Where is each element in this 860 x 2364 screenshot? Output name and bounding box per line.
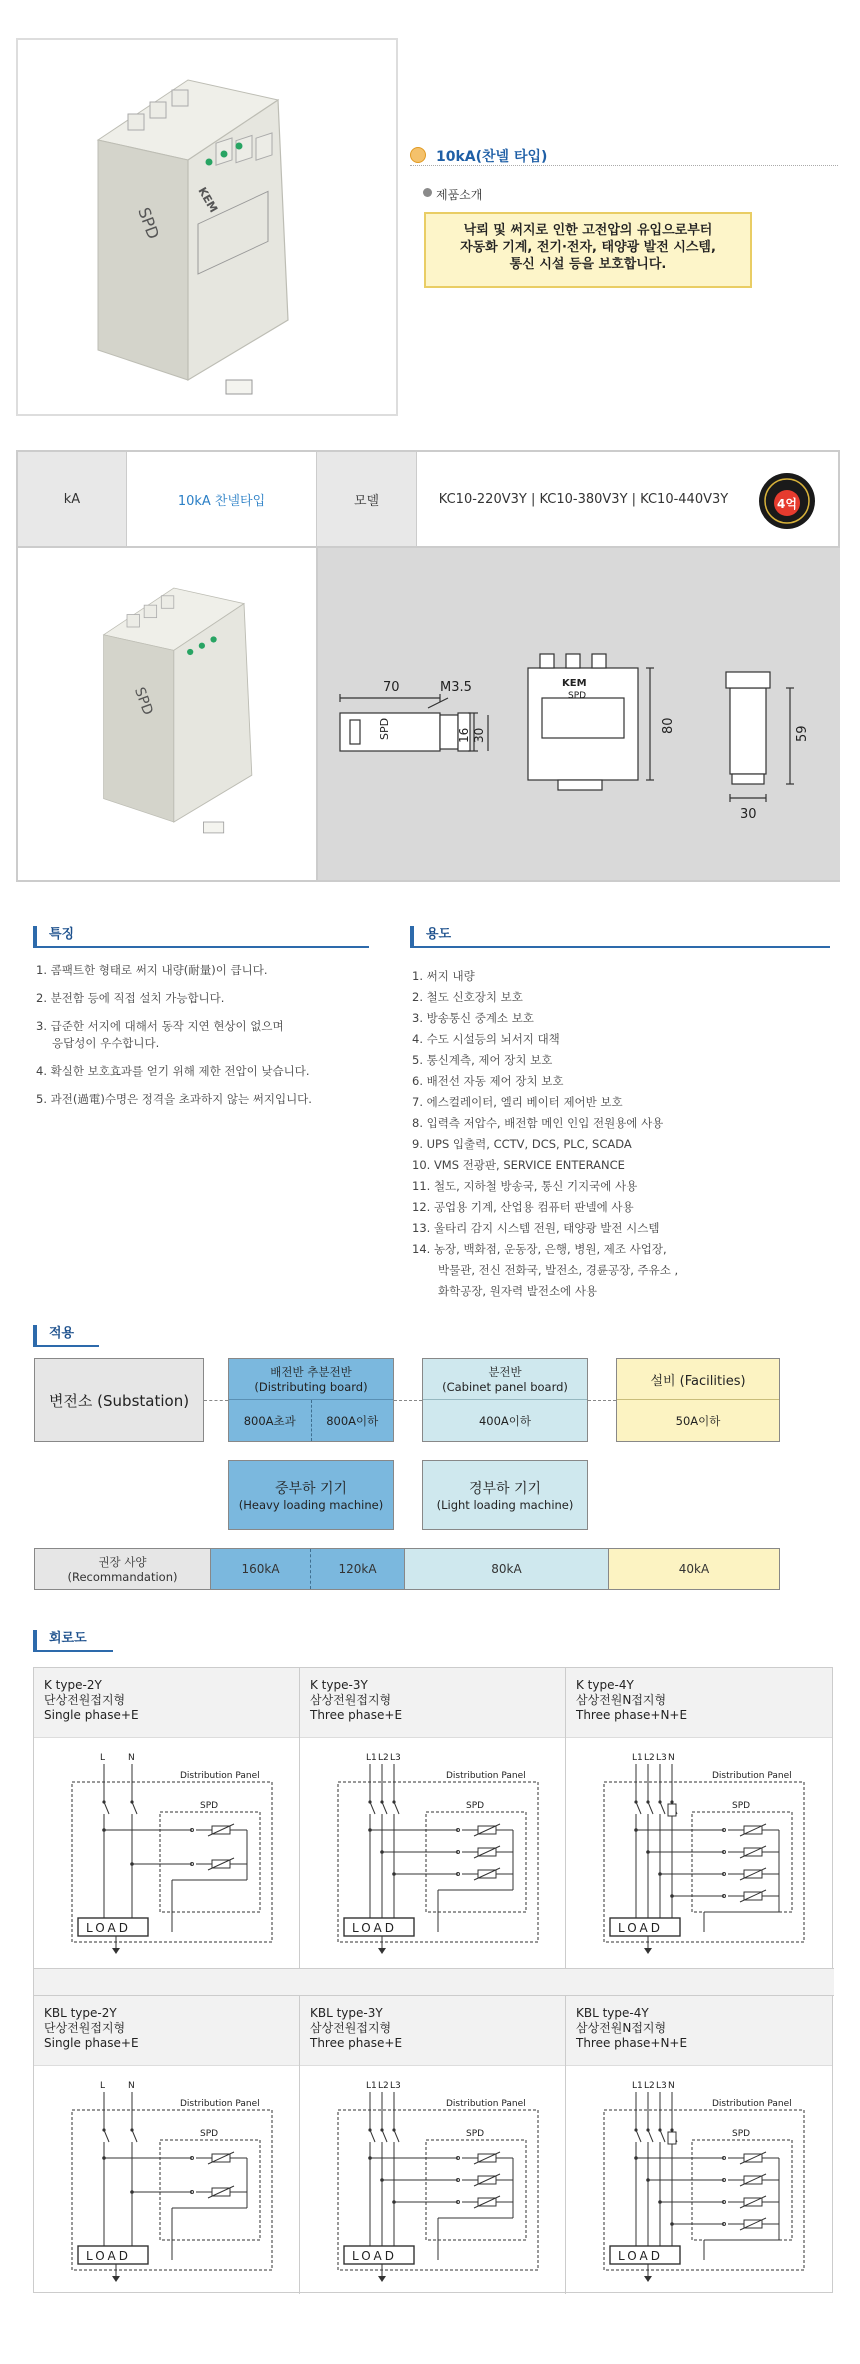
heading-divider: [410, 165, 838, 166]
circuit-en: Three phase+N+E: [576, 2036, 688, 2050]
dimension-drawing-svg: [318, 548, 842, 880]
dist-value-a: 800A초과: [229, 1400, 312, 1441]
use-item: 7. 에스컬레이터, 엘리 베이터 제어반 보호: [412, 1095, 623, 1109]
badge-text: 4억: [777, 497, 797, 511]
use-item: 9. UPS 입출력, CCTV, DCS, PLC, SCADA: [412, 1137, 632, 1151]
line-label: L2: [644, 2081, 655, 2091]
use-item: 10. VMS 전광판, SERVICE ENTERANCE: [412, 1158, 625, 1172]
use-item: 11. 철도, 지하철 방송국, 통신 기지국에 사용: [412, 1179, 638, 1193]
circuit-diagram: [308, 1742, 558, 1962]
circuit-type: KBL type-4Y: [576, 2006, 649, 2020]
features-heading: 특징: [33, 926, 369, 948]
rec-label: 권장 사양: [98, 1555, 147, 1569]
circuit-diagram: [574, 1742, 824, 1962]
feature-item: 3. 급준한 서지에 대해서 동작 지연 현상이 없으며: [36, 1019, 284, 1033]
panel-label: Distribution Panel: [712, 1771, 792, 1781]
use-item: 5. 통신계측, 제어 장치 보호: [412, 1053, 553, 1067]
circuit-cell: [566, 1996, 832, 2294]
heavy-en: (Heavy loading machine): [238, 1498, 384, 1512]
line-label: L3: [390, 1753, 401, 1763]
circuit-title: [576, 2006, 687, 2051]
load-label: LOAD: [352, 2249, 397, 2263]
circuit-en: Three phase+E: [310, 2036, 403, 2050]
use-item-cont: 화학공장, 원자력 발전소에 사용: [438, 1284, 598, 1298]
use-item: 4. 수도 시설등의 뇌서지 대책: [412, 1032, 560, 1046]
dim-80: 80: [661, 717, 676, 734]
circuit-en: Three phase+E: [310, 1708, 403, 1722]
use-item: 12. 공업용 기계, 산업용 컴퓨터 판넬에 사용: [412, 1200, 634, 1214]
intro-label: 제품소개: [436, 188, 483, 202]
intro-box: [424, 212, 752, 288]
panel-label: Distribution Panel: [446, 2099, 526, 2109]
light-en: (Light loading machine): [436, 1498, 574, 1512]
dim-59: 59: [795, 725, 810, 742]
product-photo-frame: [16, 38, 398, 416]
facilities-value: 50A이하: [675, 1413, 721, 1428]
model-label: 모델: [316, 452, 416, 546]
feature-item: 5. 과전(過電)수명은 정격을 초과하지 않는 써지입니다.: [36, 1092, 312, 1106]
panel-label: Distribution Panel: [180, 2099, 260, 2109]
intro-bullet-icon: [423, 188, 432, 197]
circuit-en: Single phase+E: [44, 2036, 139, 2050]
spd-label: SPD: [732, 2129, 751, 2139]
circuit-cell: [34, 1668, 300, 1968]
line-label: L1: [366, 1753, 377, 1763]
device-spd-text: SPD: [134, 204, 164, 242]
circuit-ko: 삼상전원N접지형: [576, 1693, 667, 1707]
panel-label: Distribution Panel: [712, 2099, 792, 2109]
front-brand: KEM: [562, 678, 587, 689]
spd-label: SPD: [466, 1801, 485, 1811]
circuit-diagram: [574, 2070, 824, 2290]
front-spd-label: SPD: [568, 691, 587, 701]
circuit-ko: 단상전원접지형: [44, 2021, 126, 2035]
use-item: 6. 배전선 자동 제어 장치 보호: [412, 1074, 564, 1088]
ka-label: kA: [18, 452, 126, 546]
circuit-ko: 삼상전원접지형: [310, 2021, 392, 2035]
line-label: N: [128, 2081, 135, 2091]
circuit-diagram: [42, 1742, 292, 1962]
distributing-title: 배전반 추분전반: [270, 1365, 352, 1379]
light-title: 경부하 기기: [468, 1481, 542, 1497]
distributing-en: (Distributing board): [254, 1380, 368, 1394]
circuit-title: [310, 2006, 402, 2051]
heavy-title: 중부하 기기: [274, 1481, 348, 1497]
circuit-diagram: [308, 2070, 558, 2290]
circuit-type: K type-4Y: [576, 1678, 634, 1692]
cabinet-title: 분전반: [488, 1365, 522, 1379]
circuit-type: K type-2Y: [44, 1678, 102, 1692]
recommendation-row: [34, 1548, 780, 1590]
line-label: N: [668, 2081, 675, 2091]
use-item: 1. 써지 내량: [412, 969, 475, 983]
rec-value: 160kA: [211, 1549, 311, 1589]
facilities-box: [616, 1358, 780, 1442]
line-label: N: [128, 1753, 135, 1763]
circuit-ko: 단상전원접지형: [44, 1693, 126, 1707]
panel-label: Distribution Panel: [446, 1771, 526, 1781]
product-photo: [18, 40, 396, 414]
spd-label: SPD: [466, 2129, 485, 2139]
features-list: [36, 962, 396, 1119]
dimension-drawing: [316, 548, 840, 880]
row-separator: [34, 1968, 834, 1996]
uses-list: [412, 966, 832, 1302]
cabinet-board-box: [422, 1358, 588, 1442]
spd-label: SPD: [200, 2129, 219, 2139]
dim-30b: 30: [740, 807, 757, 822]
line-label: L1: [632, 1753, 643, 1763]
circuit-title: [44, 1678, 139, 1723]
load-label: LOAD: [618, 2249, 663, 2263]
circuit-diagram: [42, 2070, 292, 2290]
load-label: LOAD: [86, 1921, 131, 1935]
circuit-title: [576, 1678, 687, 1723]
connector: [394, 1400, 422, 1401]
light-machine-box: [422, 1460, 588, 1530]
dim-70: 70: [383, 680, 400, 695]
product-drawing-area: [16, 548, 840, 882]
cabinet-value: 400A이하: [478, 1413, 532, 1428]
spec-table: [16, 450, 840, 548]
circuit-cell: [566, 1668, 832, 1968]
device-spd-text: SPD: [131, 685, 156, 718]
spd-label: SPD: [732, 1801, 751, 1811]
application-heading: 적용: [33, 1325, 99, 1347]
circuit-ko: 삼상전원접지형: [310, 1693, 392, 1707]
circuit-en: Single phase+E: [44, 1708, 139, 1722]
dist-value-b: 800A이하: [326, 1413, 379, 1428]
load-label: LOAD: [352, 1921, 397, 1935]
use-item: 13. 울타리 감지 시스템 전원, 태양광 발전 시스템: [412, 1221, 660, 1235]
line-label: L3: [656, 1753, 667, 1763]
product-photo-small: [18, 548, 316, 880]
line-label: L1: [632, 2081, 643, 2091]
intro-line: 자동화 기계, 전기·전자, 태양광 발전 시스템,: [460, 240, 716, 255]
line-label: L2: [378, 2081, 389, 2091]
connector: [204, 1400, 228, 1401]
circuit-cell: [34, 1996, 300, 2294]
circuit-cell: [300, 1996, 566, 2294]
circuit-type: KBL type-3Y: [310, 2006, 383, 2020]
heavy-machine-box: [228, 1460, 394, 1530]
device-brand-text: KEM: [195, 185, 221, 215]
product-heading: 10kA(찬넬 타입): [436, 149, 548, 165]
circuit-type: K type-3Y: [310, 1678, 368, 1692]
load-label: LOAD: [618, 1921, 663, 1935]
intro-line: 통신 시설 등을 보호합니다.: [509, 257, 667, 272]
side-spd-label: SPD: [378, 717, 391, 740]
dim-m35: M3.5: [440, 680, 472, 695]
panel-label: Distribution Panel: [180, 1771, 260, 1781]
feature-item-cont: 응답성이 우수합니다.: [52, 1036, 160, 1050]
model-value: KC10-220V3Y | KC10-380V3Y | KC10-440V3Y: [416, 452, 750, 546]
distributing-board-box: [228, 1358, 394, 1442]
line-label: N: [668, 1753, 675, 1763]
circuit-cell: [300, 1668, 566, 1968]
feature-item: 4. 확실한 보호효과를 얻기 위해 제한 전압이 낮습니다.: [36, 1064, 310, 1078]
spd-label: SPD: [200, 1801, 219, 1811]
rec-value: 80kA: [405, 1549, 609, 1589]
circuit-title: [310, 1678, 402, 1723]
use-item: 8. 입력측 저압수, 배전함 메인 인입 전원용에 사용: [412, 1116, 664, 1130]
cabinet-en: (Cabinet panel board): [442, 1380, 568, 1394]
circuit-type: KBL type-2Y: [44, 2006, 117, 2020]
line-label: L3: [390, 2081, 401, 2091]
line-label: L2: [378, 1753, 389, 1763]
use-item: 14. 농장, 백화점, 운동장, 은행, 병원, 제조 사업장,: [412, 1242, 667, 1256]
intro-line: 낙뢰 및 써지로 인한 고전압의 유입으로부터: [463, 223, 713, 238]
circuit-en: Three phase+N+E: [576, 1708, 688, 1722]
feature-item: 2. 분전함 등에 직접 설치 가능합니다.: [36, 991, 225, 1005]
line-label: L1: [366, 2081, 377, 2091]
rec-value: 120kA: [311, 1549, 405, 1589]
feature-item: 1. 콤팩트한 형태로 써지 내량(耐量)이 큽니다.: [36, 963, 268, 977]
facilities-title: 설비 (Facilities): [617, 1359, 779, 1400]
load-label: LOAD: [86, 2249, 131, 2263]
ka-value: 10kA 찬넬타입: [126, 452, 316, 546]
line-label: L: [100, 1753, 106, 1763]
heading-bullet-icon: [410, 147, 426, 163]
uses-heading: 용도: [410, 926, 830, 948]
line-label: L2: [644, 1753, 655, 1763]
line-label: L3: [656, 2081, 667, 2091]
circuit-title: [44, 2006, 139, 2051]
circuit-grid: [33, 1667, 833, 2293]
rec-value: 40kA: [609, 1549, 779, 1589]
connector: [588, 1400, 616, 1401]
substation-box: 변전소 (Substation): [34, 1358, 204, 1442]
dim-30a: 30: [472, 727, 486, 743]
rec-en: (Recommandation): [67, 1570, 178, 1584]
insurance-badge-icon: [758, 472, 816, 530]
use-item: 2. 철도 신호장치 보호: [412, 990, 523, 1004]
dim-16: 16: [457, 727, 471, 743]
circuit-ko: 삼상전원N접지형: [576, 2021, 667, 2035]
circuit-heading: 회로도: [33, 1630, 113, 1652]
use-item-cont: 박물관, 전신 전화국, 발전소, 경륜공장, 주유소 ,: [438, 1263, 679, 1277]
line-label: L: [100, 2081, 106, 2091]
use-item: 3. 방송통신 중계소 보호: [412, 1011, 534, 1025]
